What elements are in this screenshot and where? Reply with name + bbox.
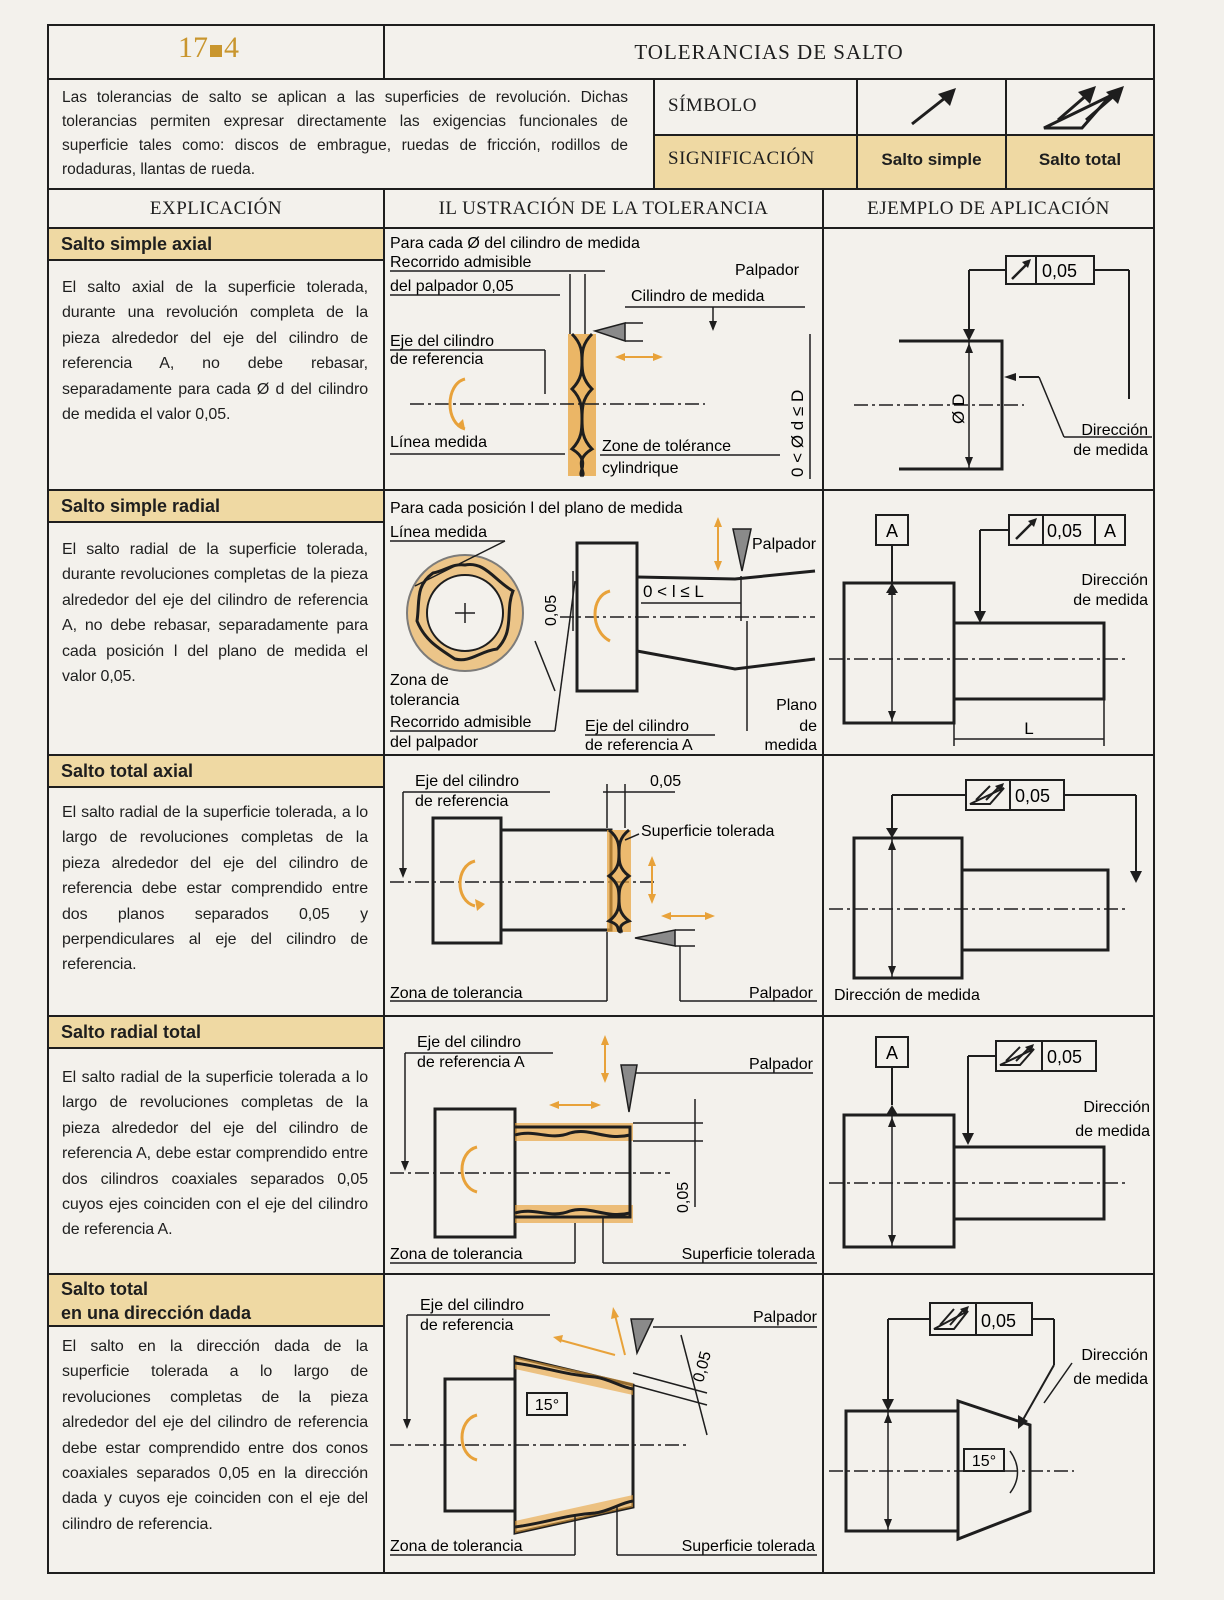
col-header-explanation: EXPLICACIÓN xyxy=(149,198,283,219)
square-icon xyxy=(210,45,222,57)
dir-label: Dirección de medida xyxy=(834,987,980,1004)
meaning-label: SIGNIFICACIÓN xyxy=(668,148,815,169)
label-eje-cilindro: Eje del cilindro xyxy=(420,1297,525,1314)
dim-005: 0,05 xyxy=(690,1349,715,1385)
dir-label-2: de medida xyxy=(1073,592,1148,609)
page-title: TOLERANCIAS DE SALTO xyxy=(634,40,904,64)
col-header-example: EJEMPLO DE APLICACIÓN xyxy=(867,198,1110,219)
dir-label-1: Dirección xyxy=(1081,422,1148,439)
tol-value: 0,05 xyxy=(1042,261,1078,281)
col-header-illustration: IL USTRACIÓN DE LA TOLERANCIA xyxy=(438,198,769,219)
label-superficie-tolerada: Superficie tolerada xyxy=(681,1246,815,1263)
section-title-line-2: en una dirección dada xyxy=(61,1303,252,1323)
example-total-axial xyxy=(824,756,1153,1015)
label-recorrido: Recorrido admisible xyxy=(390,714,532,731)
simple-runout-symbol-icon xyxy=(900,84,970,132)
example-simple-radial xyxy=(824,491,1153,754)
label-linea-medida: Línea medida xyxy=(390,434,487,451)
chapter-number-right: 4 xyxy=(224,31,239,64)
section-title-total-direccion xyxy=(49,1275,385,1327)
section-text-simple-radial: El salto radial de la superficie tolerada, durante revoluciones completas de la pieza alrededor del eje del cilindro de referencia A, no debe rebasar, separadamente para cada posición l del plano de medida el valor 0,05. xyxy=(62,541,368,686)
symbol-label: SÍMBOLO xyxy=(668,95,758,116)
angle-15: 15° xyxy=(971,1453,997,1470)
section-text-total-axial: El salto radial de la superficie tolerada, a lo largo de revoluciones completas de la pieza alrededor del eje del cilindro de referencia debe estar comprendido entre dos planos separados 0,05 y perpendiculares al eje del cilindro de referencia. xyxy=(62,804,368,974)
label-superficie-tolerada: Superficie tolerada xyxy=(641,823,775,840)
label-zona-tolerancia: Zona de tolerancia xyxy=(390,985,523,1002)
label-medida: medida xyxy=(764,737,817,754)
dir-label-2: de medida xyxy=(1075,1123,1150,1140)
label-de-referencia: de referencia xyxy=(415,793,509,810)
section-title-radial-total: Salto radial total xyxy=(49,1017,385,1049)
label-palpador: Palpador xyxy=(752,1309,817,1326)
label-d-range: 0 < Ø d ≤ D xyxy=(788,389,807,477)
label-linea-medida: Línea medida xyxy=(390,524,487,541)
label-palpador: Palpador xyxy=(748,985,813,1002)
label-plano: Plano xyxy=(776,697,817,714)
label-zona-tolerancia: Zona de tolerancia xyxy=(390,1538,523,1555)
example-simple-axial xyxy=(824,229,1153,489)
dim-d: Ø D xyxy=(949,393,968,424)
tol-value: 0,05 xyxy=(1047,521,1083,541)
label-de-referencia: de referencia xyxy=(420,1317,514,1334)
label-recorrido: Recorrido admisible xyxy=(390,254,532,271)
dir-label-2: de medida xyxy=(1073,442,1148,459)
section-title-line-1: Salto total xyxy=(61,1279,149,1299)
section-title-total-axial: Salto total axial xyxy=(49,756,385,788)
label-cilindro-medida: Cilindro de medida xyxy=(631,288,765,305)
example-total-direccion xyxy=(824,1275,1153,1574)
label-eje-cilindro: Eje del cilindro xyxy=(417,1034,522,1051)
section-text-radial-total: El salto radial de la superficie tolerada a lo largo de revoluciones completas de la pieza alrededor del eje del cilindro de referencia A, debe estar comprendido entre dos cilindros coaxiales separados 0,05 cuyos ejes coinciden con el eje del cilindro de referencia A. xyxy=(62,1069,368,1239)
illustration-simple-axial xyxy=(385,229,822,489)
label-eje-cilindro: Eje del cilindro xyxy=(585,718,690,735)
section-text-simple-axial: El salto axial de la superficie tolerada, durante una revolución completa de la pieza alrededor del eje del cilindro de referencia A, no debe rebasar, separadamente para cada Ø d del cilindro de medida el valor 0,05. xyxy=(62,279,368,424)
tol-value: 0,05 xyxy=(1015,786,1051,806)
label-de: de xyxy=(799,718,817,735)
label-zona-de: Zona de xyxy=(390,672,449,689)
label-del-palpador: del palpador xyxy=(390,734,479,751)
section-text-total-direccion: El salto en la dirección dada de la superficie tolerada a lo largo de revoluciones completas de la pieza alrededor del eje del cilindro de referencia debe estar comprendido entre dos conos coaxiales separados 0,05 en la dirección dada y cuyos eje coinciden con el eje del cilindro de referencia. xyxy=(62,1338,368,1533)
label-005: 0,05 xyxy=(650,773,682,790)
dim-005: 0,05 xyxy=(675,1181,692,1213)
illustration-total-axial xyxy=(385,756,822,1015)
ref-a: A xyxy=(1103,521,1117,541)
example-radial-total xyxy=(824,1017,1153,1273)
tol-value: 0,05 xyxy=(1047,1047,1083,1067)
section-title-simple-radial: Salto simple radial xyxy=(49,491,385,523)
dir-label-1: Dirección xyxy=(1083,1099,1150,1116)
label-de-referencia-a: de referencia A xyxy=(417,1054,525,1071)
dim-005: 0,05 xyxy=(543,594,560,626)
dir-label-1: Dirección xyxy=(1081,1347,1148,1364)
dir-label-2: de medida xyxy=(1073,1371,1148,1388)
tol-value: 0,05 xyxy=(981,1311,1017,1331)
label-zone-tolerance: Zone de tolérance xyxy=(602,438,731,455)
datum-a: A xyxy=(885,1043,899,1063)
label-eje-cilindro: Eje del cilindro xyxy=(390,333,495,350)
label-para-cada: Para cada Ø del cilindro de medida xyxy=(390,235,640,252)
dir-label-1: Dirección xyxy=(1081,572,1148,589)
label-palpador: Palpador xyxy=(752,536,817,553)
label-eje-cilindro: Eje del cilindro xyxy=(415,773,520,790)
datum-a: A xyxy=(885,521,899,541)
label-zona-tolerancia: Zona de tolerancia xyxy=(390,1246,523,1263)
chapter-number-left: 17 xyxy=(178,31,208,64)
illustration-simple-radial xyxy=(385,491,822,754)
label-para-cada-pos: Para cada posición l del plano de medida xyxy=(390,500,683,517)
illustration-radial-total xyxy=(385,1017,822,1273)
label-del-palpador: del palpador 0,05 xyxy=(390,278,514,295)
label-cylindrique: cylindrique xyxy=(602,460,679,477)
salto-simple-label: Salto simple xyxy=(881,150,982,169)
label-superficie-tolerada: Superficie tolerada xyxy=(681,1538,815,1555)
dim-l: L xyxy=(1024,719,1034,738)
intro-text: Las tolerancias de salto se aplican a las superficies de revolución. Dichas tolerancias permiten expresar directamente las exigencias funcionales de superficie tales como: discos de embrague, ruedas de fricción, rodillos de rodaduras, llantas de rueda. xyxy=(62,89,628,178)
total-runout-symbol-icon xyxy=(1038,82,1128,134)
label-de-referencia-a: de referencia A xyxy=(585,737,693,754)
chapter-number xyxy=(178,31,239,65)
salto-total-label: Salto total xyxy=(1038,150,1122,169)
label-palpador: Palpador xyxy=(748,1056,813,1073)
label-tolerancia: tolerancia xyxy=(390,692,460,709)
label-de-referencia: de referencia xyxy=(390,351,484,368)
section-title-simple-axial: Salto simple axial xyxy=(49,229,385,261)
label-l-range: 0 < l ≤ L xyxy=(643,582,704,601)
illustration-total-direccion xyxy=(385,1275,822,1574)
label-palpador: Palpador xyxy=(735,262,800,279)
angle-15: 15° xyxy=(534,1397,560,1414)
